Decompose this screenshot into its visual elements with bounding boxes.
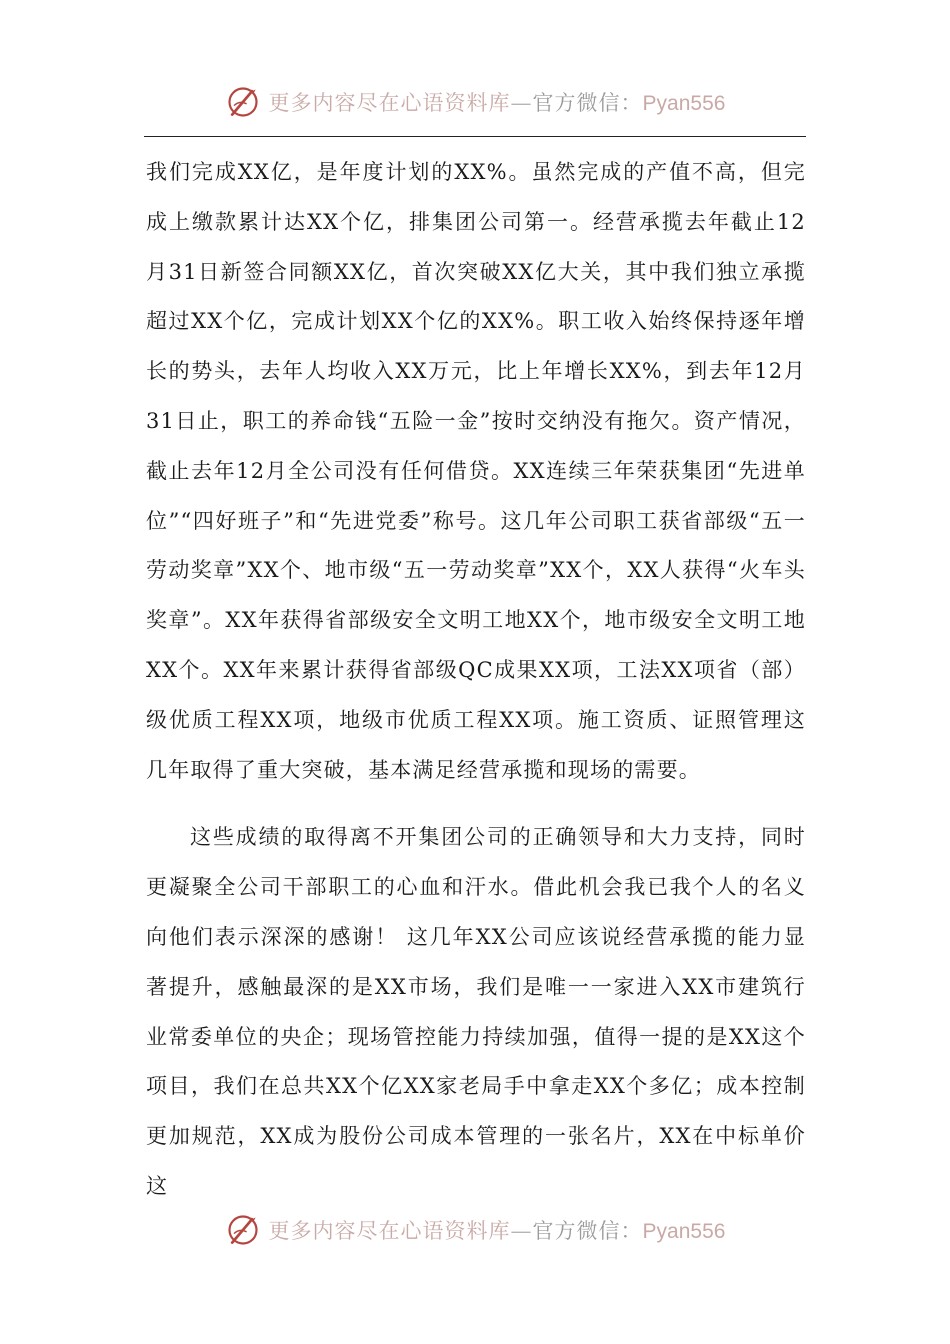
footer-watermark-banner <box>0 1208 950 1252</box>
watermark-wechat-label: 官方微信： <box>532 1219 643 1243</box>
watermark-separator: — <box>510 1219 533 1243</box>
header-watermark-banner <box>0 80 950 124</box>
watermark-text <box>269 87 726 117</box>
watermark-text <box>269 1215 726 1245</box>
pen-circle-logo-icon <box>225 1212 261 1248</box>
body-paragraph: 这些成绩的取得离不开集团公司的正确领导和大力支持，同时更凝聚全公司干部职工的心血和汗水。借此机会我已我个人的名义向他们表示深深的感谢！ 这几年XX公司应该说经营承揽的能力显著提升，感触最深的是XX市场，我们是唯一一家进入XX市建筑行业常委单位的央企；现场管控能力持续加强，值得一提的是XX这个项目，我们在总共XX个亿XX家老局手中拿走XX个多亿；成本控制更加规范，XX成为股份公司成本管理的一张名片，XX在中标单价这 <box>146 825 806 1198</box>
watermark-wechat-id: Pyan556 <box>642 1220 726 1243</box>
body-paragraph: 我们完成XX亿，是年度计划的XX%。虽然完成的产值不高，但完成上缴款累计达XX个亿，排集团公司第一。经营承揽去年截止12月31日新签合同额XX亿，首次突破XX亿大关，其中我们独立承揽超过XX个亿，完成计划XX个亿的XX%。职工收入始终保持逐年增长的势头，去年人均收入XX万元，比上年增长XX%，到去年12月31日止，职工的养命钱“五险一金”按时交纳没有拖欠。资产情况，截止去年12月全公司没有任何借贷。XX连续三年荣获集团“先进单位”“四好班子”和“先进党委”称号。这几年公司职工获省部级“五一劳动奖章”XX个、地市级“五一劳动奖章”XX个，XX人获得“火车头奖章”。XX年获得省部级安全文明工地XX个，地市级安全文明工地XX个。XX年来累计获得省部级QC成果XX项，工法XX项省（部）级优质工程XX项，地级市优质工程XX项。施工资质、证照管理这几年取得了重大突破，基本满足经营承揽和现场的需要。 <box>146 160 806 782</box>
pen-circle-logo-icon <box>225 84 261 120</box>
document-body <box>146 148 806 1212</box>
watermark-separator: — <box>510 91 533 115</box>
header-rule <box>144 136 806 137</box>
watermark-wechat-label: 官方微信： <box>532 91 643 115</box>
watermark-main: 更多内容尽在心语资料库 <box>268 1219 511 1243</box>
watermark-main: 更多内容尽在心语资料库 <box>268 91 511 115</box>
watermark-wechat-id: Pyan556 <box>642 92 726 115</box>
